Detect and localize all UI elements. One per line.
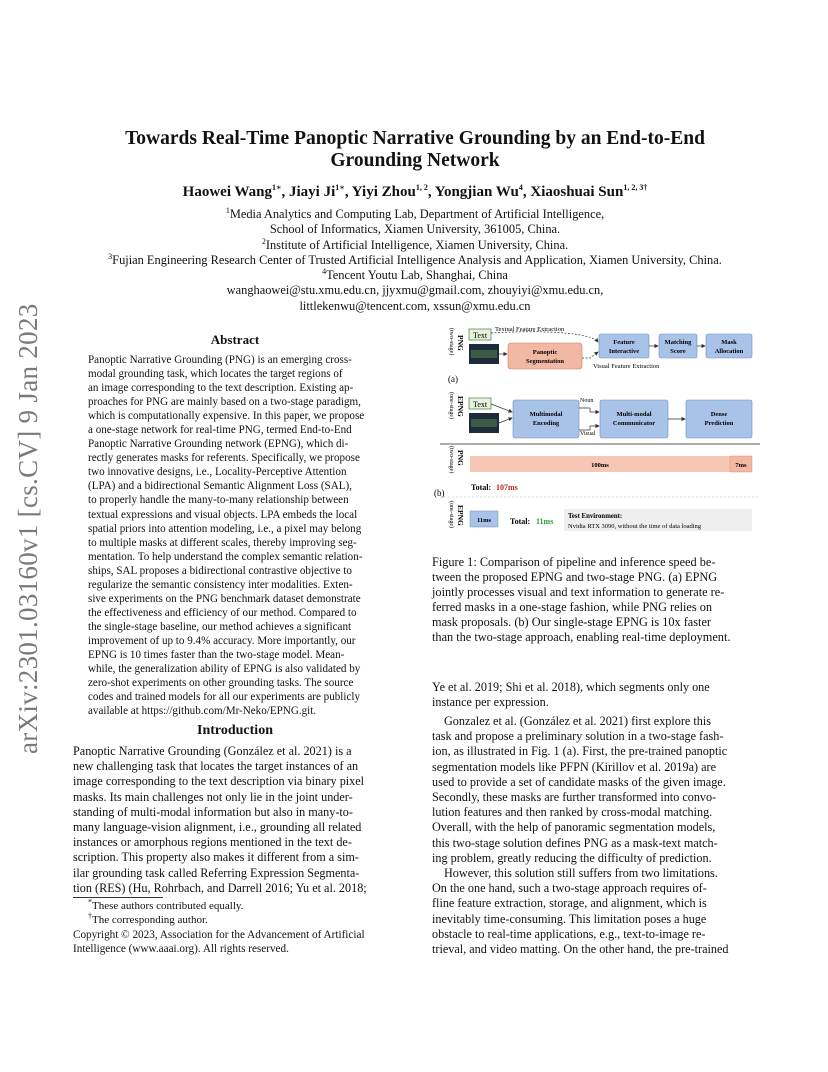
epng-total-label: Total: bbox=[510, 517, 531, 526]
body-paragraph bbox=[432, 714, 756, 866]
png-time-main: 100ms bbox=[591, 462, 609, 469]
two-stage-label: (two-stage) bbox=[448, 328, 454, 356]
text-line: However, this solution still suffers from two limitations. bbox=[444, 866, 718, 880]
text-line: jointly processes visual and text information to generate re- bbox=[432, 585, 725, 600]
author-name: Xiaoshuai Sun bbox=[530, 184, 624, 200]
subfigure-b-label: (b) bbox=[434, 488, 445, 498]
text-line: to multiple masks at different scales, thereby improving seg- bbox=[88, 536, 357, 549]
affil-line: Fujian Engineering Research Center of Trusted Artificial Intelligence Analysis and Application, Xiamen University, China. bbox=[112, 252, 722, 267]
text-line: regularize the semantic consistency inter modalities. Exten- bbox=[88, 578, 353, 591]
text-line: mask proposals. (b) Our single-stage EPNG is 10x faster bbox=[432, 615, 712, 630]
affil-sup: 1 bbox=[225, 205, 230, 215]
epng-label: EPNG bbox=[456, 396, 465, 417]
text-line: ferred masks in a one-stage fashion, while PNG relies on bbox=[432, 600, 713, 615]
matching-score-label: Score bbox=[670, 348, 686, 355]
text-line: segmentation models like PFPN (Kirillov et al. 2019a) are bbox=[432, 759, 716, 774]
text-line: Ye et al. 2019; Shi et al. 2018), which segments only one bbox=[432, 680, 710, 694]
one-stage-label: (one-stage) bbox=[448, 392, 454, 419]
affiliations bbox=[60, 207, 770, 314]
text-line: standing of multi-modal information but also in many-to- bbox=[73, 804, 353, 819]
text-line: instance per expression. bbox=[432, 695, 549, 710]
footnote-mark: † bbox=[88, 911, 92, 921]
paper-title bbox=[100, 128, 730, 172]
textual-feature-extraction-label: Textual Feature Extraction bbox=[495, 326, 565, 333]
text-line: Panoptic Narrative Grounding (PNG) is an emerging cross- bbox=[88, 354, 352, 366]
affil-sup: 4 bbox=[322, 267, 327, 277]
author-name: Haowei Wang bbox=[182, 184, 272, 200]
text-line: lution features and then ranked by cross-modal matching. bbox=[432, 805, 713, 820]
text-line: which is computationally expensive. In this paper, we propose bbox=[88, 410, 365, 423]
text-line: a one-stage network for real-time PNG, termed End-to-End bbox=[88, 424, 352, 437]
figure-caption bbox=[432, 555, 756, 646]
multimodal-encoding-box bbox=[513, 400, 579, 438]
png-total-label: Total: bbox=[471, 483, 492, 492]
text-line: used to provide a set of candidate masks of the given image. bbox=[432, 774, 726, 789]
multimodal-communicator-label: Multi-modal bbox=[616, 411, 652, 418]
feature-interactive-label: Feature bbox=[613, 339, 635, 346]
author-name: Yongjian Wu bbox=[434, 184, 519, 200]
affil-line: Institute of Artificial Intelligence, Xiamen University, China. bbox=[265, 237, 569, 252]
text-line: while, the generalization ability of EPNG is also validated by bbox=[88, 663, 361, 676]
text-line: two innovative designs, i.e., Locality-Perceptive Attention bbox=[88, 466, 347, 479]
text-line: On the one hand, such a two-stage approach requires of- bbox=[432, 881, 707, 896]
text-line: inevitably time-consuming. This limitation poses a huge bbox=[432, 911, 707, 926]
text-line: (LPA) and a bidirectional Semantic Alignment Loss (SAL), bbox=[88, 480, 352, 493]
copyright-notice bbox=[73, 928, 365, 956]
author-sup: 1∗ bbox=[271, 183, 282, 192]
mask-allocation-label: Mask bbox=[721, 339, 737, 346]
title-line: Towards Real-Time Panoptic Narrative Grounding by an End-to-End bbox=[125, 128, 705, 149]
text-line: than the two-stage approach, enabling real-time deployment. bbox=[432, 630, 731, 645]
mask-allocation-label: Allocation bbox=[714, 348, 744, 355]
text-line: masks. Its main challenges not only lie in the joint under- bbox=[73, 789, 353, 804]
text-line: an image corresponding to the text description. Existing ap- bbox=[88, 382, 354, 395]
text-line: the effectiveness and efficiency of our method. Compared to bbox=[88, 606, 357, 619]
affil-line: Tencent Youtu Lab, Shanghai, China bbox=[326, 268, 508, 283]
affil-sup: 3 bbox=[108, 251, 113, 261]
text-line: tion (RES) (Hu, Rohrbach, and Darrell 2016; Yu et al. 2018; bbox=[73, 880, 367, 895]
text-line: available at https://github.com/Mr-Neko/EPNG.git. bbox=[88, 705, 317, 718]
two-stage-label: (two-stage) bbox=[448, 446, 454, 474]
text-line: modal grounding task, which locates the target regions of bbox=[88, 368, 343, 381]
text-line: to properly handle the many-to-many relationship between bbox=[88, 494, 349, 507]
text-line: ing problem, greatly reducing the difficulty of prediction. bbox=[432, 850, 712, 865]
visual-feature-extraction-label: Visual Feature Extraction bbox=[593, 363, 660, 370]
affil-line: School of Informatics, Xiamen University, 361005, China. bbox=[269, 222, 561, 237]
footnotes bbox=[88, 899, 243, 927]
dense-prediction-label: Dense bbox=[710, 411, 728, 418]
author-list: Haowei Wang$^{1∗}$, Jiayi $Ji^{1∗}$, Yiyi Zhou$^{1, 2}$, Yongjian Wu$^4$, Xiaoshuai Sun$^{1, 2, 3\dagger}$ bbox=[182, 183, 648, 200]
epng-total-value: 11ms bbox=[536, 517, 554, 526]
test-environment-title: Test Environment: bbox=[568, 513, 623, 520]
text-line: trieval, and video matting. On the other hand, the pre-trained bbox=[432, 942, 729, 957]
abstract-body bbox=[88, 353, 382, 718]
multimodal-communicator-label: Communicator bbox=[612, 420, 656, 427]
text-line: Panoptic Narrative Grounding network (EPNG), which di- bbox=[88, 438, 349, 451]
body-paragraph bbox=[432, 680, 756, 710]
author-sup: 1∗ bbox=[335, 183, 345, 192]
author-sup: 1, 2, 3† bbox=[623, 183, 648, 192]
text-line: textual expressions and visual objects. LPA embeds the local bbox=[88, 508, 358, 521]
panoptic-segmentation-box bbox=[508, 343, 582, 369]
text-line: zero-shot experiments on other grounding tasks. The source bbox=[88, 677, 354, 690]
copyright-line: Intelligence (www.aaai.org). All rights reserved. bbox=[73, 943, 289, 955]
multimodal-communicator-box bbox=[600, 400, 668, 438]
png-total-value: 107ms bbox=[496, 483, 518, 492]
text-line: proaches for PNG are mainly based on a two-stage paradigm, bbox=[88, 396, 361, 409]
text-line: Figure 1: Comparison of pipeline and inference speed be- bbox=[432, 555, 716, 569]
text-line: ilar grounding task called Referring Expression Segmenta- bbox=[73, 865, 360, 880]
text-line: Gonzalez et al. (González et al. 2021) first explore this bbox=[444, 714, 712, 728]
text-line: obstacle to real-time applications, e.g., text-to-image re- bbox=[432, 926, 706, 941]
text-line: scription. This property also makes it different from a sim- bbox=[73, 850, 359, 865]
text-line: sive experiments on the PNG benchmark dataset demonstrate bbox=[88, 592, 361, 605]
text-line: instances or amorphous regions mentioned in the text de- bbox=[73, 835, 352, 850]
footnote-text: The corresponding author. bbox=[92, 914, 208, 926]
text-input-label: Text bbox=[473, 400, 488, 409]
email-line: littlekenwu@tencent.com, xssun@xmu.edu.cn bbox=[299, 298, 531, 313]
epng-time: 11ms bbox=[476, 517, 492, 524]
text-line: tween the proposed EPNG and two-stage PNG. (a) EPNG bbox=[432, 570, 718, 585]
text-line: spatial priors into attention modeling, i.e., a pixel may belong bbox=[88, 522, 362, 535]
abstract-heading: Abstract bbox=[210, 332, 260, 347]
introduction-body bbox=[73, 744, 397, 896]
email-line: wanghaowei@stu.xmu.edu.cn, jjyxmu@gmail.com, zhouyiyi@xmu.edu.cn, bbox=[226, 283, 604, 298]
text-line: image corresponding to the text description via binary pixel bbox=[73, 774, 365, 789]
png-label: PNG bbox=[456, 335, 465, 351]
png-time-small: 7ms bbox=[735, 462, 747, 469]
text-line: improvement of up to 9.4% accuracy. More importantly, our bbox=[88, 634, 356, 647]
text-line: this two-stage solution defines PNG as a mask-text match- bbox=[432, 835, 718, 850]
text-line: fline feature extraction, storage, and alignment, which is bbox=[432, 896, 707, 911]
noun-label: Noun bbox=[580, 398, 594, 404]
text-line: mentation. To help understand the complex semantic relation- bbox=[88, 550, 363, 563]
test-environment-detail: Nvidia RTX 3090, without the time of data loading bbox=[568, 523, 702, 530]
affil-line: Media Analytics and Computing Lab, Department of Artificial Intelligence, bbox=[229, 207, 605, 221]
footnote-rule bbox=[73, 897, 163, 898]
feature-interactive-label: Interactive bbox=[608, 348, 640, 355]
footnote-text: These authors contributed equally. bbox=[92, 900, 244, 912]
text-input-label: Text bbox=[473, 331, 488, 340]
text-line: rectly generates masks for referents. Specifically, we propose bbox=[88, 452, 360, 465]
author-name: Jiayi Ji bbox=[289, 184, 336, 200]
copyright-line: Copyright © 2023, Association for the Advancement of Artificial bbox=[73, 929, 365, 941]
text-line: Secondly, these masks are further transformed into convo- bbox=[432, 790, 717, 805]
text-line: task and propose a preliminary solution in a two-stage fash- bbox=[432, 729, 724, 744]
author-name: Yiyi Zhou bbox=[351, 184, 416, 200]
panoptic-segmentation-label: Panoptic bbox=[532, 349, 558, 356]
multimodal-encoding-label: Encoding bbox=[532, 420, 560, 427]
text-line: new challenging task that locates the target instances of an bbox=[73, 759, 359, 774]
figure-1 bbox=[434, 320, 760, 550]
author-sup: 1, 2 bbox=[415, 183, 428, 192]
visual-label: Visual bbox=[580, 431, 596, 437]
subfigure-a-label: (a) bbox=[448, 374, 458, 384]
footnote-mark: * bbox=[88, 897, 92, 907]
affil-sup: 2 bbox=[261, 236, 266, 246]
body-paragraph bbox=[432, 866, 756, 957]
png-label: PNG bbox=[456, 450, 465, 466]
text-line: Panoptic Narrative Grounding (González et al. 2021) is a bbox=[73, 744, 352, 758]
author-sup: 4 bbox=[518, 183, 523, 192]
arxiv-identifier: arXiv:2301.03160v1 [cs.CV] 9 Jan 2023 bbox=[13, 303, 43, 754]
arxiv-sidebar-stamp bbox=[0, 0, 70, 1072]
text-line: Overall, with the help of panoramic segmentation models, bbox=[432, 820, 716, 835]
text-line: ships, SAL proposes a bidirectional contrastive objective to bbox=[88, 564, 352, 577]
dense-prediction-box bbox=[686, 400, 752, 438]
text-line: EPNG is 10 times faster than the two-stage model. Mean- bbox=[88, 648, 345, 661]
one-stage-label: (one-stage) bbox=[448, 501, 454, 528]
text-line: ion, as illustrated in Fig. 1 (a). First, the pre-trained panoptic bbox=[432, 744, 728, 759]
matching-score-label: Matching bbox=[664, 339, 692, 346]
epng-label: EPNG bbox=[456, 505, 465, 526]
dense-prediction-label: Prediction bbox=[704, 420, 734, 427]
text-line: many language-vision alignment, i.e., grounding all related bbox=[73, 820, 362, 835]
panoptic-segmentation-label: Segmentation bbox=[526, 358, 564, 365]
text-line: codes and trained models for all our experiments are publicly bbox=[88, 691, 361, 704]
text-line: the single-stage baseline, our method achieves a significant bbox=[88, 620, 352, 633]
multimodal-encoding-label: Multimodal bbox=[529, 411, 563, 418]
title-line: Grounding Network bbox=[330, 150, 500, 171]
introduction-heading: Introduction bbox=[197, 723, 273, 738]
